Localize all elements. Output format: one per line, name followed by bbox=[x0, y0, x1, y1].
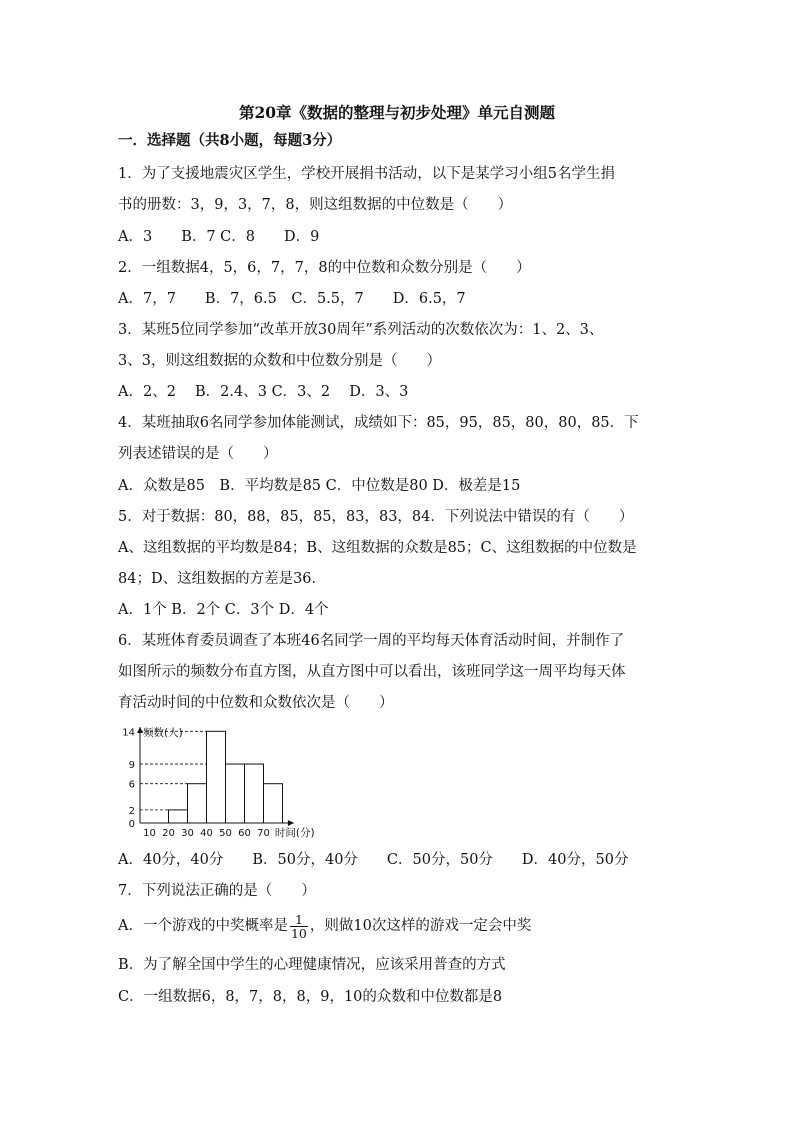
q3-stem-line2: 3、3，则这组数据的众数和中位数分别是（ ） bbox=[118, 353, 441, 369]
probability-fraction bbox=[290, 913, 308, 940]
histogram-bar bbox=[207, 731, 226, 823]
q6-options: A．40分，40分 B．50分，40分 C．50分，50分 D．40分，50分 bbox=[118, 852, 629, 868]
q5-stem-line3: 84；D、这组数据的方差是36． bbox=[118, 571, 327, 587]
y-tick-label: 0 bbox=[128, 819, 135, 830]
q3-stem-line1: 3．某班5位同学参加“改革开放30周年”系列活动的次数依次为：1、2、3、 bbox=[118, 322, 604, 338]
document-title: 第20章《数据的整理与初步处理》单元自测题 bbox=[238, 103, 556, 122]
histogram-bar bbox=[245, 764, 264, 823]
q6-stem-line1: 6．某班体育委员调查了本班46名同学一周的平均每天体育活动时间，并制作了 bbox=[118, 633, 625, 649]
histogram-bar bbox=[188, 784, 207, 823]
q4-stem-line2: 列表述错误的是（ ） bbox=[118, 446, 278, 462]
frequency-histogram bbox=[118, 723, 333, 841]
x-tick-label: 40 bbox=[200, 828, 213, 839]
fraction-denominator: 10 bbox=[290, 925, 307, 941]
q4-stem-line1: 4．某班抽取6名同学参加体能测试，成绩如下：85，95，85，80，80，85．下 bbox=[118, 415, 639, 431]
q6-stem-line2: 如图所示的频数分布直方图，从直方图中可以看出，该班同学这一周平均每天体 bbox=[118, 664, 626, 680]
section-heading: 一．选择题（共8小题，每题3分） bbox=[118, 132, 342, 149]
x-axis-arrow bbox=[288, 820, 294, 826]
q6-stem-line3: 育活动时间的中位数和众数依次是（ ） bbox=[118, 695, 394, 711]
y-axis-label: 频数(人) bbox=[143, 727, 183, 739]
q2-options: A．7，7 B．7，6.5 C．5.5，7 D．6.5，7 bbox=[118, 291, 466, 307]
q5-stem-line2: A、这组数据的平均数是84；B、这组数据的众数是85；C、这组数据的中位数是 bbox=[118, 540, 637, 556]
y-tick-label: 2 bbox=[128, 805, 135, 817]
x-axis-label: 时间(分) bbox=[274, 827, 315, 839]
q3-options: A．2、2 B．2.4、3 C．3、2 D．3、3 bbox=[118, 384, 409, 400]
q5-stem-line1: 5．对于数据：80，88，85，85，83，83，84．下列说法中错误的有（ ） bbox=[118, 509, 634, 525]
q5-options: A．1个 B．2个 C．3个 D．4个 bbox=[118, 602, 329, 618]
q1-options: A．3 B．7 C．8 D．9 bbox=[118, 229, 320, 245]
histogram-bar bbox=[264, 784, 283, 823]
x-tick-label: 50 bbox=[219, 828, 232, 839]
q4-options: A．众数是85 B．平均数是85 C．中位数是80 D．极差是15 bbox=[118, 478, 521, 494]
histogram-bar bbox=[169, 810, 188, 823]
x-tick-label: 30 bbox=[181, 828, 194, 839]
y-tick-label: 14 bbox=[122, 727, 135, 739]
q7-option-a bbox=[118, 911, 531, 941]
histogram-bar bbox=[226, 764, 245, 823]
q7-option-b: B．为了解全国中学生的心理健康情况，应该采用普查的方式 bbox=[118, 957, 506, 973]
q1-stem-line2: 书的册数：3，9，3，7，8，则这组数据的中位数是（ ） bbox=[118, 197, 513, 213]
x-tick-label: 60 bbox=[238, 828, 251, 839]
y-tick-label: 6 bbox=[128, 779, 135, 791]
x-tick-label: 20 bbox=[162, 828, 175, 839]
fraction-numerator: 1 bbox=[290, 913, 308, 927]
q2-stem-line1: 2．一组数据4，5，6，7，7，8的中位数和众数分别是（ ） bbox=[118, 260, 531, 276]
q7-option-a-text: A．一个游戏的中奖概率是 bbox=[118, 918, 288, 934]
q1-stem-line1: 1．为了支援地震灾区学生，学校开展捐书活动，以下是某学习小组5名学生捐 bbox=[118, 166, 615, 182]
q7-stem-line1: 7．下列说法正确的是（ ） bbox=[118, 883, 316, 899]
q7-option-a-tail: ，则做10次这样的游戏一定会中奖 bbox=[309, 918, 532, 934]
q7-option-c: C．一组数据6，8，7，8，8，9，10的众数和中位数都是8 bbox=[118, 989, 503, 1005]
x-tick-label: 70 bbox=[257, 828, 270, 839]
x-tick-label: 10 bbox=[143, 828, 156, 839]
y-tick-label: 9 bbox=[128, 760, 135, 772]
